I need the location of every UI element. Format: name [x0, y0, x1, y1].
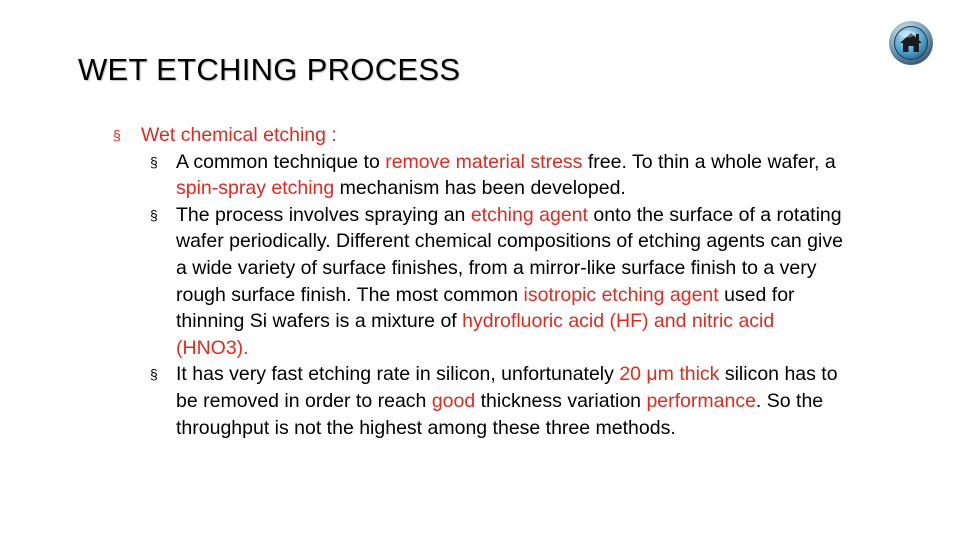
body-text: onto the surface of a rotating wafer periodically. Different chemical compositions of etching agents can give a wide variety of surface finishes, from a mirror-like surface finish to a very rough surface finish. The most common [176, 203, 843, 306]
emphasized-text: etching agent [470, 203, 588, 226]
body-text: used for thinning Si wafers is a mixture of [176, 283, 795, 333]
body-text: A common technique to [176, 150, 386, 173]
body-text: The process involves spraying an [176, 203, 471, 226]
body-text: It has very fast etching rate in silicon, unfortunately [176, 363, 620, 386]
bullet-marker: § [150, 366, 158, 383]
bullet-marker: § [150, 206, 158, 223]
sub-bullet-item [110, 202, 850, 362]
emphasized-text: isotropic etching agent [523, 283, 719, 306]
body-text: . So the throughput is not the highest among these three methods. [176, 389, 824, 439]
home-button[interactable] [888, 20, 934, 66]
home-icon [888, 20, 934, 66]
emphasized-text: good [431, 389, 476, 412]
emphasized-text: remove material stress [385, 150, 583, 173]
bullet-marker: § [150, 153, 158, 170]
slide-title: WET ETCHING PROCESS [78, 52, 461, 87]
sub-bullet-list [110, 149, 850, 442]
sub-bullet-item [110, 149, 850, 202]
sub-bullet-item [110, 361, 850, 441]
body-text: thickness variation [475, 389, 647, 412]
emphasized-text: performance [646, 389, 756, 412]
bullet-heading: Wet chemical etching : [141, 124, 337, 146]
emphasized-text: spin-spray etching [176, 177, 335, 200]
emphasized-text: 20 μm thick [619, 363, 720, 386]
bullet-marker: § [113, 127, 121, 143]
body-text: mechanism has been developed. [334, 177, 626, 200]
body-text: silicon has to be removed in order to reach [176, 363, 838, 412]
body-text: free. To thin a whole wafer, a [582, 150, 836, 173]
bullet-content [110, 122, 850, 441]
emphasized-text: hydrofluoric acid (HF) and nitric acid (HNO3). [176, 310, 775, 359]
bullet-level1 [110, 122, 850, 149]
